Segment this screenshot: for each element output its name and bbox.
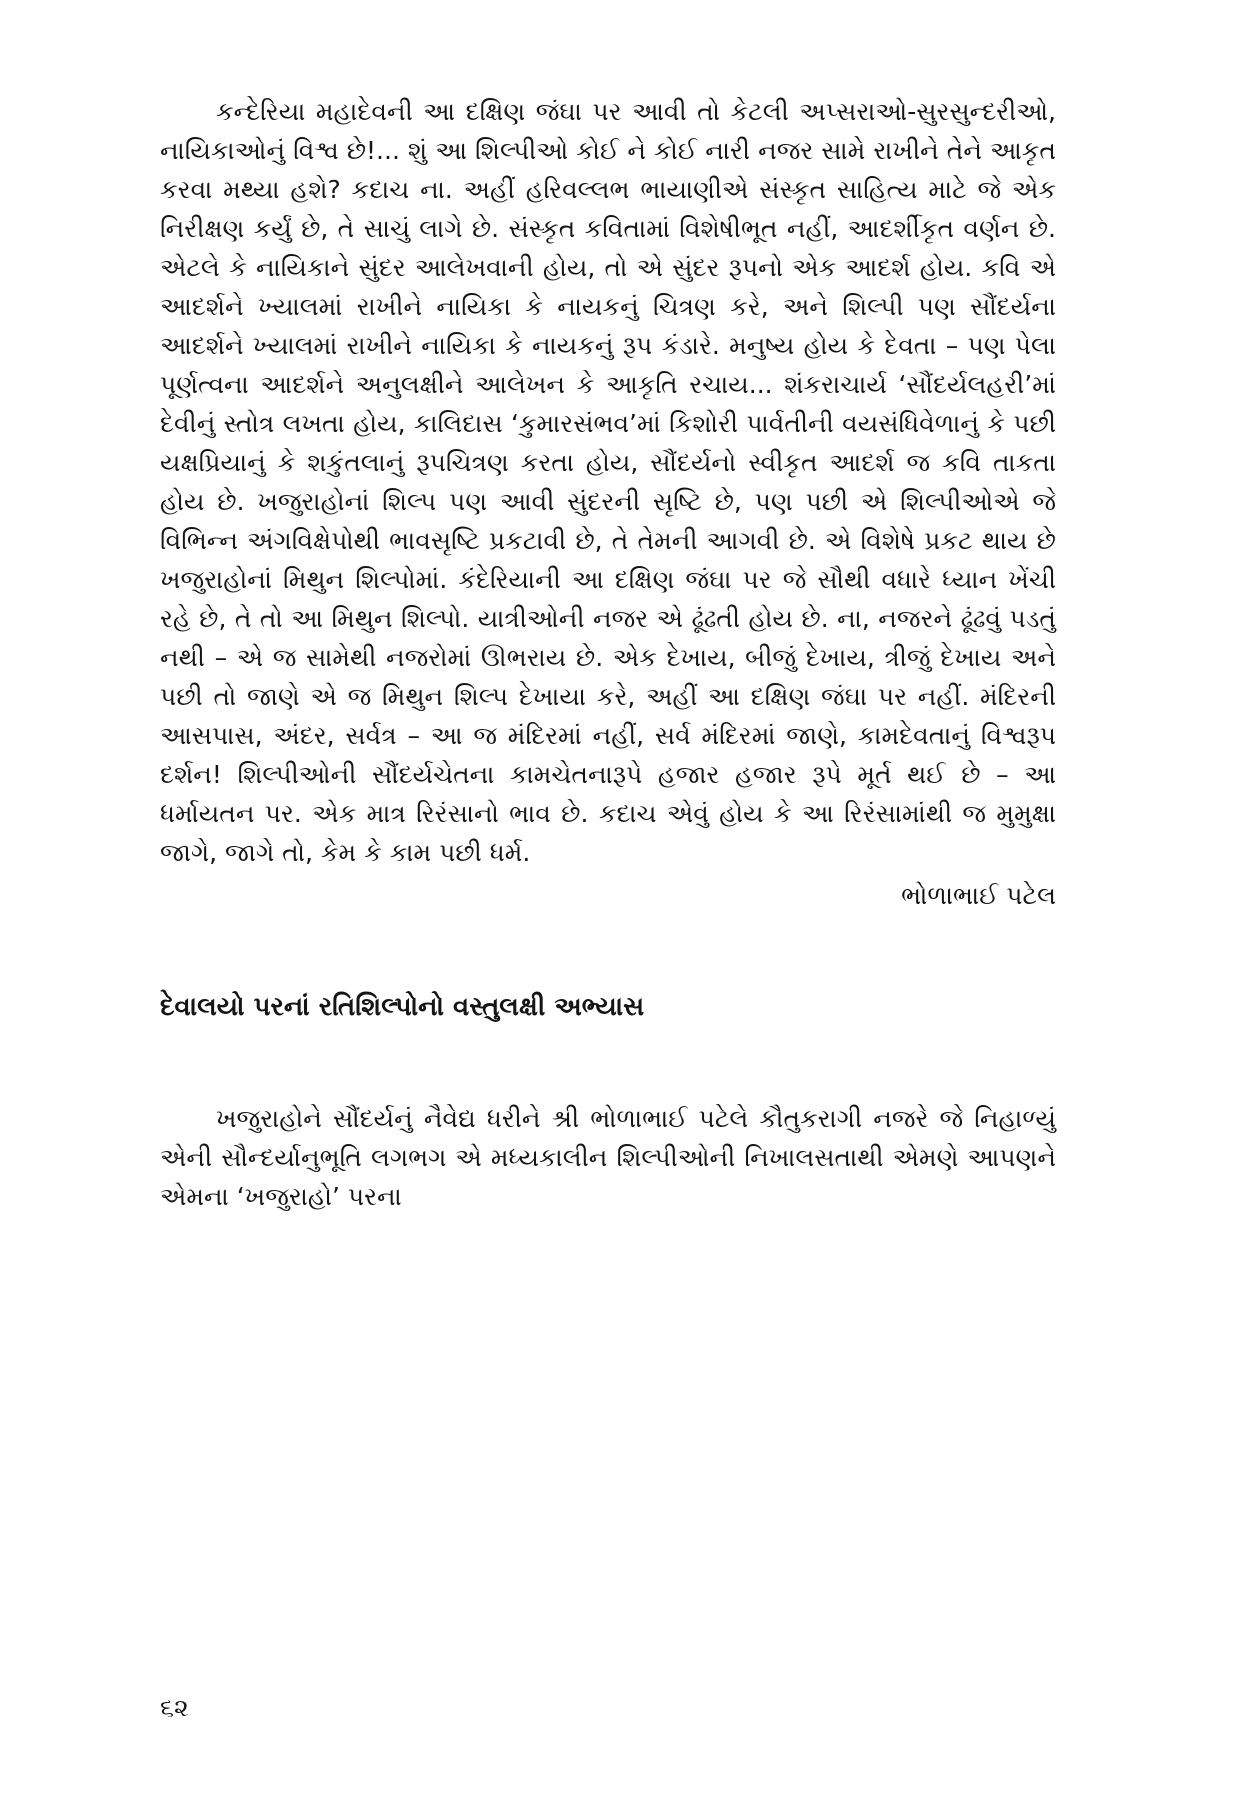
page-number: ૬૨ bbox=[160, 1693, 189, 1722]
author-signature: ભોળાભાઈ પટેલ bbox=[901, 881, 1056, 910]
section-heading: દેવાલયો પરનાં રતિશિલ્પોનો વસ્તુલક્ષી અભ્યાસ bbox=[160, 992, 645, 1022]
body-paragraph-1: કન્દેરિયા મહાદેવની આ દક્ષિણ જંઘા પર આવી તો કેટલી અપ્સરાઓ-સુરસુન્દરીઓ, નાયિકાઓનું વિશ્વ છે!... શું આ શિલ્પીઓ કોઈ ને કોઈ નારી નજર સામે રાખીને તેને આકૃત કરવા મથ્યા હશે? કદાચ ના. અહીં હરિવલ્લભ ભાયાણીએ સંસ્કૃત સાહિત્ય માટે જે એક નિરીક્ષણ કર્યું છે, તે સાચું લાગે છે. સંસ્કૃત કવિતામાં વિશેષીભૂત નહીં, આદર્શીકૃત વર્ણન છે. એટલે કે નાયિકાને સુંદર આલેખવાની હોય, તો એ સુંદર રૂપનો એક આદર્શ હોય. કવિ એ આદર્શને ખ્યાલમાં રાખીને નાયિકા કે નાયકનું ચિત્રણ કરે, અને શિલ્પી પણ સૌંદર્યના આદર્શને ખ્યાલમાં રાખીને નાયિકા કે નાયકનું રૂપ કંડારે. મનુષ્ય હોય કે દેવતા – પણ પેલા પૂર્ણત્વના આદર્શને અનુલક્ષીને આલેખન કે આકૃતિ રચાય... શંકરાચાર્ય ‘સૌંદર્યલહરી’માં દેવીનું સ્તોત્ર લખતા હોય, કાલિદાસ ‘કુમારસંભવ’માં કિશોરી પાર્વતીની વયસંધિવેળાનું કે પછી યક્ષપ્રિયાનું કે શકુંતલાનું રૂપચિત્રણ કરતા હોય, સૌંદર્યનો સ્વીકૃત આદર્શ જ કવિ તાકતા હોય છે. ખજુરાહોનાં શિલ્પ પણ આવી સુંદરની સૃષ્ટિ છે, પણ પછી એ શિલ્પીઓએ જે વિભિન્ન અંગવિક્ષેપોથી ભાવસૃષ્ટિ પ્રકટાવી છે, તે તેમની આગવી છે. એ વિશેષે પ્રકટ થાય છે ખજુરાહોનાં મિથુન શિલ્પોમાં. કંદેરિયાની આ દક્ષિણ જંઘા પર જે સૌથી વધારે ધ્યાન ખેંચી રહે છે, તે તો આ મિથુન શિલ્પો. યાત્રીઓની નજર એ ઢૂંઢતી હોય છે. ના, નજરને ઢૂંઢવું પડતું નથી – એ જ સામેથી નજરોમાં ઊભરાય છે. એક દેખાય, બીજું દેખાય, ત્રીજું દેખાય અને પછી તો જાણે એ જ મિથુન શિલ્પ દેખાયા કરે, અહીં આ દક્ષિણ જંઘા પર નહીં. મંદિરની આસપાસ, અંદર, સર્વત્ર – આ જ મંદિરમાં નહીં, સર્વ મંદિરમાં જાણે, કામદેવતાનું વિશ્વરૂપ દર્શન! શિલ્પીઓની સૌંદર્યચેતના કામચેતનારૂપે હજાર હજાર રૂપે મૂર્ત થઈ છે – આ ધર્માયતન પર. એક માત્ર રિરંસાનો ભાવ છે. કદાચ એવું હોય કે આ રિરંસામાંથી જ મુમુક્ષા જાગે, જાગે તો, કેમ કે કામ પછી ધર્મ. bbox=[160, 97, 1056, 867]
body-paragraph-2: ખજુરાહોને સૌંદર્યનું નૈવેદ્ય ધરીને શ્રી ભોળાભાઈ પટેલે કૌતુકરાગી નજરે જે નિહાળ્યું એની સૌન્દર્યાનુભૂતિ લગભગ એ મધ્યકાલીન શિલ્પીઓની નિખાલસતાથી એમણે આપણને એમના ‘ખજુરાહો’ પરના bbox=[160, 1104, 1056, 1211]
page-content bbox=[160, 92, 1056, 1216]
